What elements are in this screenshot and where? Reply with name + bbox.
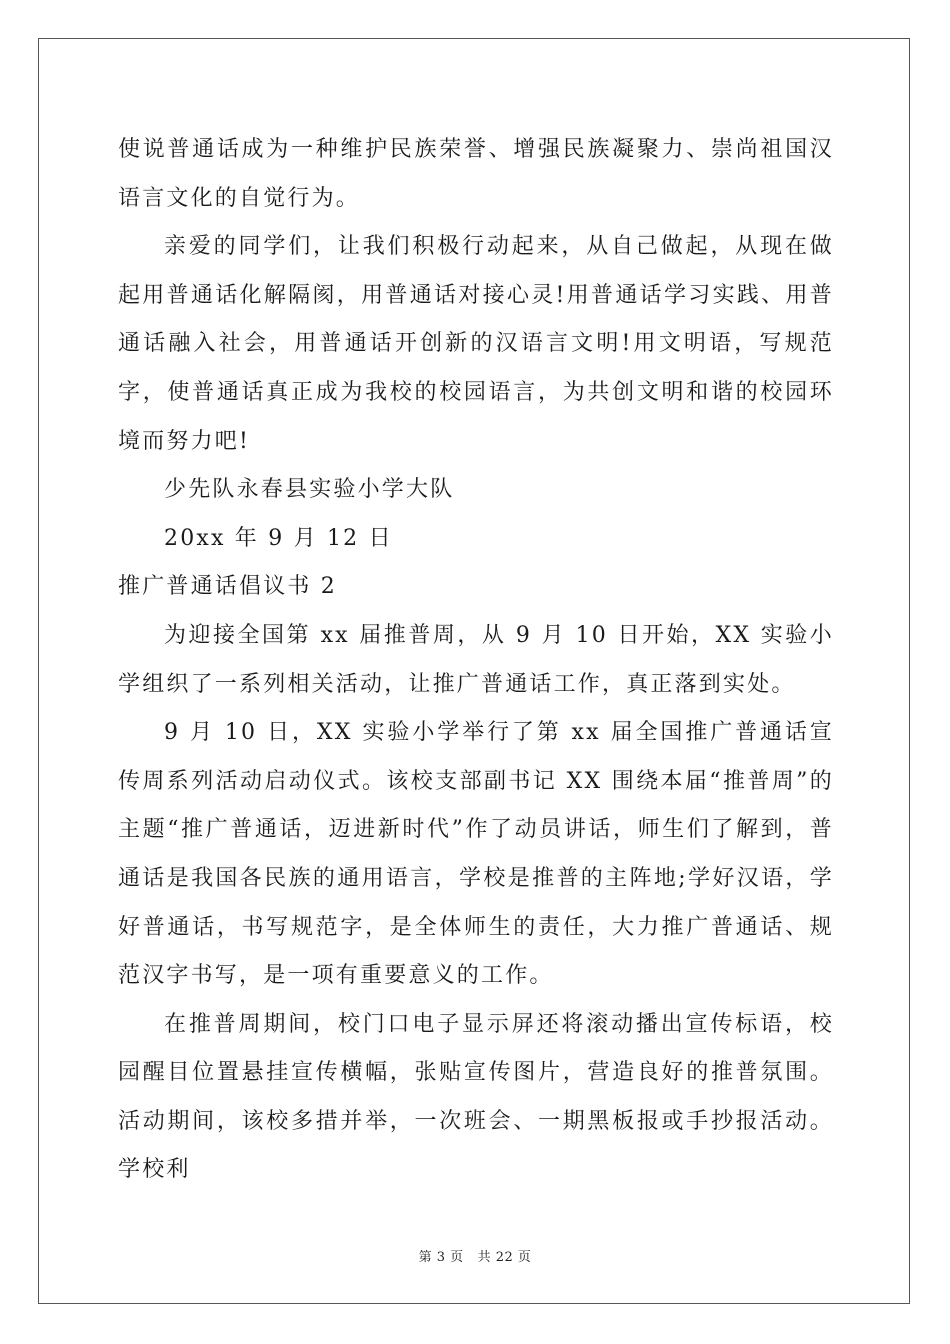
page-total: 共 22 页 bbox=[477, 1250, 532, 1265]
page-number: 第 3 页 bbox=[418, 1250, 464, 1265]
section-title: 推广普通话倡议书 2 bbox=[118, 574, 337, 600]
document-body bbox=[118, 126, 834, 1195]
paragraph-5: 在推普周期间，校门口电子显示屏还将滚动播出宣传标语，校园醒目位置悬挂宣传横幅，张贴宣传图片，营造良好的推普氛围。活动期间，该校多措并举，一次班会、一期黑板报或手抄报活动。学校利 bbox=[118, 1011, 834, 1183]
paragraph-1: 使说普通话成为一种维护民族荣誉、增强民族凝聚力、崇尚祖国汉语言文化的自觉行为。 bbox=[118, 137, 834, 211]
paragraph-4: 9 月 10 日，XX 实验小学举行了第 xx 届全国推广普通话宣传周系列活动启动仪式。该校支部副书记 XX 围绕本届“推普周”的主题“推广普通话，迈进新时代”作了动员讲话，师生们了解到，普通话是我国各民族的通用语言，学校是推普的主阵地;学好汉语，学好普通话，书写规范字，是全体师生的责任，大力推广普通话、规范汉字书写，是一项有重要意义的工作。 bbox=[118, 720, 834, 989]
signature-organization: 少先队永春县实验小学大队 bbox=[164, 477, 455, 503]
page-footer bbox=[0, 1246, 950, 1265]
signature-date: 20xx 年 9 月 12 日 bbox=[164, 525, 393, 551]
paragraph-3: 为迎接全国第 xx 届推普周，从 9 月 10 日开始，XX 实验小学组织了一系列相关活动，让推广普通话工作，真正落到实处。 bbox=[118, 622, 834, 697]
paragraph-2: 亲爱的同学们，让我们积极行动起来，从自己做起，从现在做起用普通话化解隔阂，用普通话对接心灵!用普通话学习实践、用普通话融入社会，用普通话开创新的汉语言文明!用文明语，写规范字，使普通话真正成为我校的校园语言，为共创文明和谐的校园环境而努力吧! bbox=[118, 234, 834, 454]
